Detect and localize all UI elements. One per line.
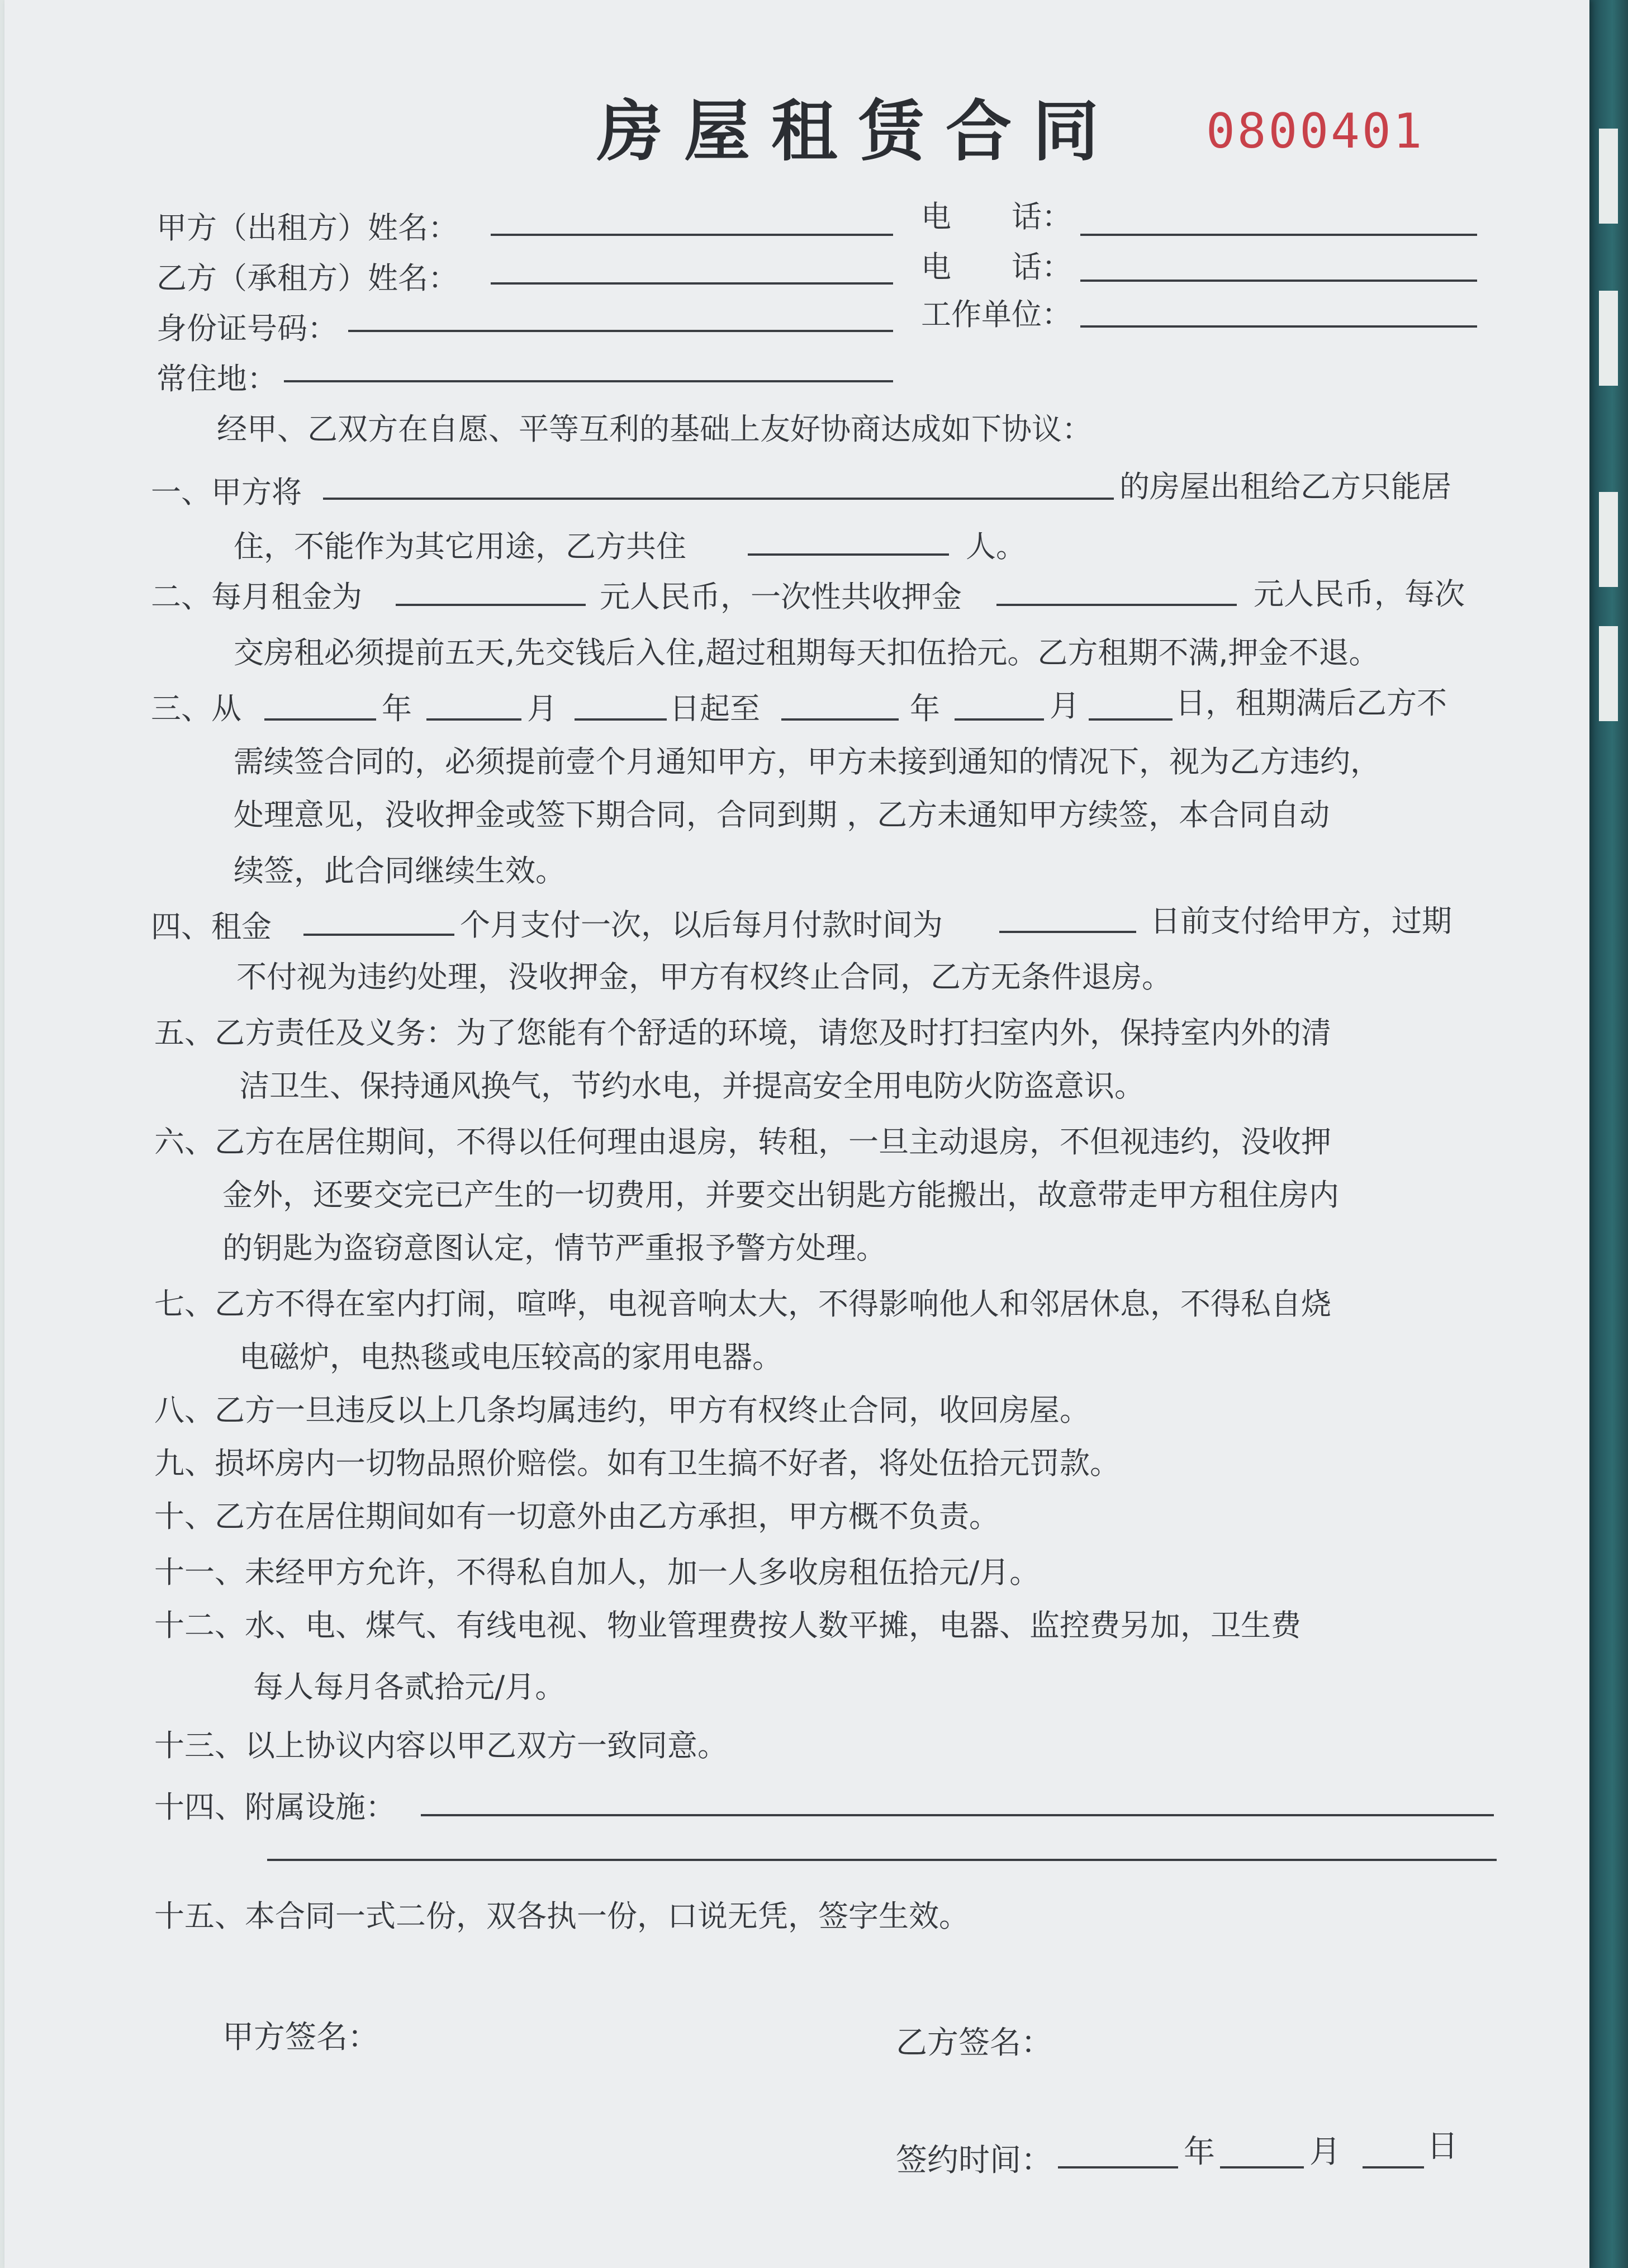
background-edge — [1589, 0, 1628, 2268]
clause-1-property-blank[interactable] — [323, 498, 1114, 500]
phone-label-1: 电 话： — [921, 199, 1072, 234]
clause-3-d: 处理意见，没收押金或签下期合同，合同到期 ，乙方未通知甲方续签，本合同自动 — [234, 797, 1330, 832]
serial-number: 0800401 — [1206, 103, 1425, 159]
clause-2-b: 元人民币，一次性共收押金 — [600, 579, 962, 614]
signing-year-blank[interactable] — [1058, 2166, 1178, 2168]
clause-3-month-1: 月 — [527, 691, 557, 726]
clause-7-a: 七、乙方不得在室内打闹，喧哗，电视音响太大，不得影响他人和邻居休息，不得私自烧 — [154, 1286, 1331, 1322]
signing-month-blank[interactable] — [1220, 2166, 1304, 2168]
clause-1-c: 住，不能作为其它用途，乙方共住 — [234, 529, 686, 564]
clause-4-payday-blank[interactable] — [999, 931, 1136, 933]
residence-label: 常住地： — [156, 361, 277, 396]
clause-4-c: 日前支付给甲方，过期 — [1150, 903, 1452, 939]
id-number-label: 身份证号码： — [156, 311, 338, 346]
clause-6-b: 金外，还要交完已产生的一切费用，并要交出钥匙方能搬出，故意带走甲方租住房内 — [222, 1177, 1339, 1213]
clause-6-c: 的钥匙为盗窃意图认定，情节严重报予警方处理。 — [222, 1230, 886, 1266]
clause-2-deposit-blank[interactable] — [996, 604, 1237, 606]
work-unit-blank[interactable] — [1080, 325, 1477, 328]
clause-3-end-day-blank[interactable] — [1089, 718, 1173, 721]
facilities-blank-1[interactable] — [421, 1814, 1494, 1816]
signing-date-label: 签约时间： — [896, 2142, 1052, 2179]
clause-3-a: 三、从 — [151, 691, 241, 726]
work-unit-label: 工作单位： — [921, 297, 1072, 332]
clause-3-start-month-blank[interactable] — [426, 718, 521, 721]
clause-3-c: 需续签合同的，必须提前壹个月通知甲方，甲方未接到通知的情况下，视为乙方违约， — [234, 744, 1380, 779]
phone-label-2: 电 话： — [921, 249, 1072, 285]
signing-year-label: 年 — [1184, 2134, 1215, 2170]
clause-1-b: 的房屋出租给乙方只能居 — [1119, 469, 1451, 504]
clause-5-b: 洁卫生、保持通风换气，节约水电，并提高安全用电防火防盗意识。 — [239, 1068, 1145, 1104]
clause-2-a: 二、每月租金为 — [151, 579, 362, 614]
party-a-name-blank[interactable] — [491, 234, 893, 236]
clause-6-a: 六、乙方在居住期间，不得以任何理由退房，转租，一旦主动退房，不但视违约，没收押 — [154, 1124, 1331, 1159]
clause-3-year-1: 年 — [382, 691, 412, 726]
clause-14: 十四、附属设施： — [154, 1789, 396, 1825]
phone-blank-2[interactable] — [1080, 280, 1477, 282]
signing-day-label: 日 — [1427, 2128, 1458, 2165]
clause-12-a: 十二、水、电、煤气、有线电视、物业管理费按人数平摊，电器、监控费另加，卫生费 — [154, 1608, 1301, 1643]
clause-11: 十一、未经甲方允许，不得私自加人，加一人多收房租伍拾元/月。 — [154, 1555, 1040, 1590]
party-a-name-label: 甲方（出租方）姓名： — [156, 210, 458, 245]
clause-15: 十五、本合同一式二份，双各执一份，口说无凭，签字生效。 — [154, 1898, 969, 1934]
clause-2-d: 交房租必须提前五天,先交钱后入住,超过租期每天扣伍拾元。乙方租期不满,押金不退。 — [234, 635, 1379, 670]
clause-1-a: 一、甲方将 — [151, 475, 302, 510]
contract-sheet — [4, 0, 1589, 2268]
clause-2-c: 元人民币，每次 — [1254, 576, 1465, 612]
clause-3-day-from: 日起至 — [670, 691, 760, 726]
clause-3-start-day-blank[interactable] — [575, 718, 667, 721]
clause-4-d: 不付视为违约处理，没收押金，甲方有权终止合同，乙方无条件退房。 — [236, 959, 1172, 995]
clause-3-year-2: 年 — [910, 691, 940, 726]
clause-10: 十、乙方在居住期间如有一切意外由乙方承担，甲方概不负责。 — [154, 1499, 999, 1534]
residence-blank[interactable] — [284, 380, 893, 382]
clause-2-rent-blank[interactable] — [396, 604, 586, 606]
clause-13: 十三、以上协议内容以甲乙双方一致同意。 — [154, 1728, 728, 1763]
clause-1-d: 人。 — [966, 529, 1026, 564]
party-a-signature-label: 甲方签名： — [222, 2019, 379, 2056]
clause-1-occupants-blank[interactable] — [748, 553, 949, 556]
clause-3-month-2: 月 — [1050, 688, 1080, 723]
clause-3-b: 日，租期满后乙方不 — [1175, 685, 1447, 721]
signing-month-label: 月 — [1309, 2134, 1341, 2170]
clause-5-a: 五、乙方责任及义务：为了您能有个舒适的环境，请您及时打扫室内外，保持室内外的清 — [154, 1015, 1331, 1050]
phone-blank-1[interactable] — [1080, 234, 1477, 236]
intro-text: 经甲、乙双方在自愿、平等互利的基础上友好协商达成如下协议： — [217, 411, 1092, 447]
clause-3-start-year-blank[interactable] — [264, 718, 376, 721]
clause-3-e: 续签，此合同继续生效。 — [234, 853, 566, 888]
clause-4-months-blank[interactable] — [303, 934, 454, 936]
party-b-signature-label: 乙方签名： — [896, 2025, 1052, 2061]
party-b-name-label: 乙方（承租方）姓名： — [156, 261, 458, 296]
clause-4-b: 个月支付一次，以后每月付款时间为 — [460, 907, 943, 943]
clause-12-b: 每人每月各贰拾元/月。 — [253, 1669, 566, 1704]
document-title: 房屋租赁合同 — [597, 92, 1121, 170]
party-b-name-blank[interactable] — [491, 282, 893, 285]
clause-9: 九、损坏房内一切物品照价赔偿。如有卫生搞不好者，将处伍拾元罚款。 — [154, 1446, 1120, 1481]
clause-3-end-year-blank[interactable] — [781, 718, 899, 721]
clause-3-end-month-blank[interactable] — [955, 718, 1044, 721]
clause-4-a: 四、租金 — [151, 909, 272, 944]
signing-day-blank[interactable] — [1363, 2166, 1424, 2168]
clause-8: 八、乙方一旦违反以上几条均属违约，甲方有权终止合同，收回房屋。 — [154, 1393, 1090, 1428]
id-number-blank[interactable] — [348, 330, 893, 332]
clause-7-b: 电磁炉，电热毯或电压较高的家用电器。 — [239, 1339, 782, 1375]
facilities-blank-2[interactable] — [267, 1859, 1497, 1861]
